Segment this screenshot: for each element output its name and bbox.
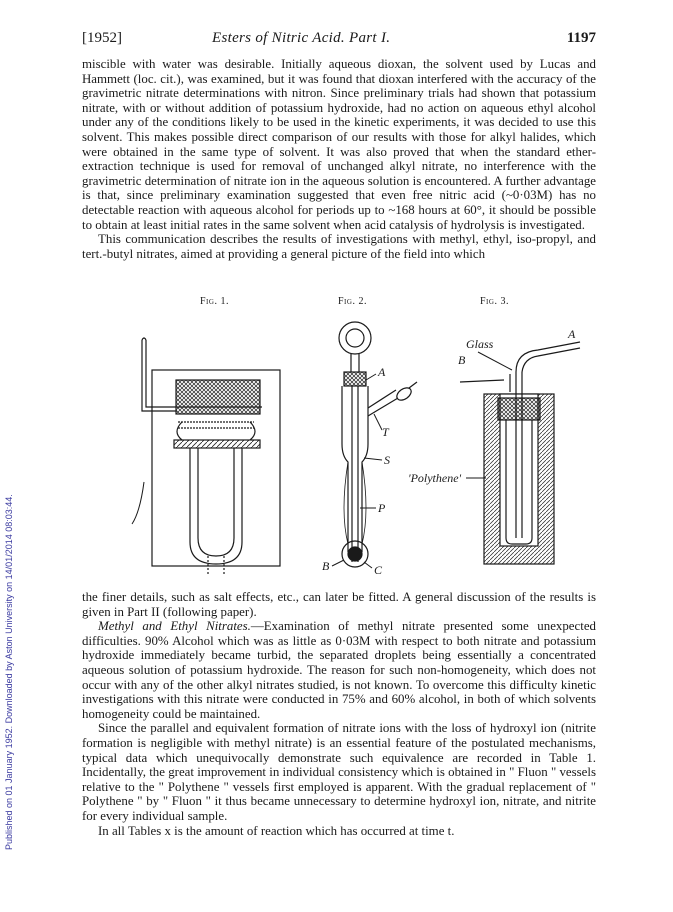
- fig3-label-polythene: 'Polythene': [408, 471, 462, 485]
- body-text: [82, 590, 596, 838]
- body-paragraph-1: the finer details, such as salt effects, etc., can later be fitted. A general discussion of the results is given in Part II (following paper).: [82, 590, 596, 619]
- running-header: [82, 30, 596, 50]
- fig2-main-tube: [342, 386, 368, 552]
- fig2-label-b: B: [322, 559, 330, 573]
- section-heading-methyl-ethyl: Methyl and Ethyl Nitrates.: [98, 619, 251, 634]
- intro-paragraph-1: miscible with water was desirable. Initially aqueous dioxan, the solvent used by Lucas and Hammett (loc. cit.), was examined, but it was found that dioxan interfered with the accuracy of the gravimetric nitrate determinations with nitron. Since preliminary trials had shown that potassium nitrate, with or without addition of potassium hydroxide, had no action on aqueous ethyl alcohol under any of the conditions likely to be used in the kinetic experiments, it was decided to use this solvent. This makes possible direct comparison of our results with those for alkyl halides, which were obtained in the same type of solvent. It was also proved that when the standard ether-extraction technique is used for removal of unchanged alkyl nitrate, no interference with the gravimetric determination of nitrate ion in the aqueous solution is encountered. A further advantage is that, since preliminary examination suggested that even free nitric acid (~0·03M) has no detectable reaction with aqueous alcohol for periods up to ~168 hours at 60°, it should be possible to obtain at least initial rates in the same solvent when acid catalysis of hydrolysis is investigated.: [82, 57, 596, 232]
- fig3-label-a: A: [568, 327, 576, 341]
- fig3-caption: Fig. 3.: [480, 296, 509, 307]
- fig3-stopper: [498, 398, 540, 420]
- fig2-label-s: S: [384, 453, 390, 467]
- download-watermark: Published on 01 January 1952. Downloaded by Aston University on 14/01/2014 08:03:44.: [4, 494, 14, 850]
- fig3-label-glass: Glass: [466, 337, 494, 351]
- fig2-tap: [395, 385, 414, 402]
- figures-panel: [82, 312, 596, 588]
- fig3-container-drawing: [460, 342, 580, 564]
- fig2-label-a: A: [378, 365, 386, 379]
- body-paragraph-2: [82, 619, 596, 721]
- body-paragraph-3: Since the parallel and equivalent formation of nitrate ions with the loss of hydroxyl ion (nitrite formation is negligible with methyl nitrate) is an essential feature of the postulated mechanisms, typical data which unequivocally demonstrate such equivalence are recorded in Table 1. Incidentally, the great improvement in individual consistency which is obtained in " Fluon " vessels relative to the " Polythene " vessels first employed is apparent. With the gradual replacement of " Polythene " by " Fluon " it thus became unnecessary to determine hydroxyl ion, nitrate, and nitrite for every individual sample.: [82, 721, 596, 823]
- header-title: Esters of Nitric Acid. Part I.: [212, 30, 391, 46]
- fig2-labels: [322, 365, 390, 577]
- intro-paragraph-2: This communication describes the results of investigations with methyl, ethyl, iso-propyl, and tert.-butyl nitrates, aimed at providing a general picture of the field into which: [82, 232, 596, 261]
- fig2-side-arm: [368, 390, 398, 416]
- fig2-top-loop: [339, 322, 371, 354]
- body-paragraph-2-text: —Examination of methyl nitrate presented some unexpected difficulties. 90% Alcohol which was as little as 0·03M with respect to both nitrate and potassium hydroxide immediately became turbid, the separated droplets being essentially a concentrated aqueous solution of potassium hydroxide. The reason for such non-homogeneity, which does not occur with any of the other alkyl nitrates studied, is not known. To overcome this difficulty kinetic investigations with this nitrate were conducted in 75% and 60% alcohol, in both of which solvents homogeneity could be maintained.: [82, 619, 596, 721]
- fig2-label-t: T: [382, 425, 389, 439]
- fig1-caption: Fig. 1.: [200, 296, 229, 307]
- fig3-label-b: B: [458, 353, 466, 367]
- header-year: [1952]: [82, 30, 122, 46]
- body-paragraph-4: In all Tables x is the amount of reaction which has occurred at time t.: [98, 823, 455, 838]
- fig2-stopper: [344, 372, 366, 386]
- fig1-stopper: [176, 380, 260, 414]
- fig1-vessel-drawing: [132, 338, 280, 574]
- fig1-seal: [174, 440, 260, 448]
- fig2-label-p: P: [378, 501, 386, 515]
- fig2-label-c: C: [374, 563, 383, 577]
- fig2-caption: Fig. 2.: [338, 296, 367, 307]
- fig2-apparatus-drawing: [339, 322, 417, 567]
- page-number: 1197: [566, 30, 596, 46]
- intro-text: [82, 57, 596, 261]
